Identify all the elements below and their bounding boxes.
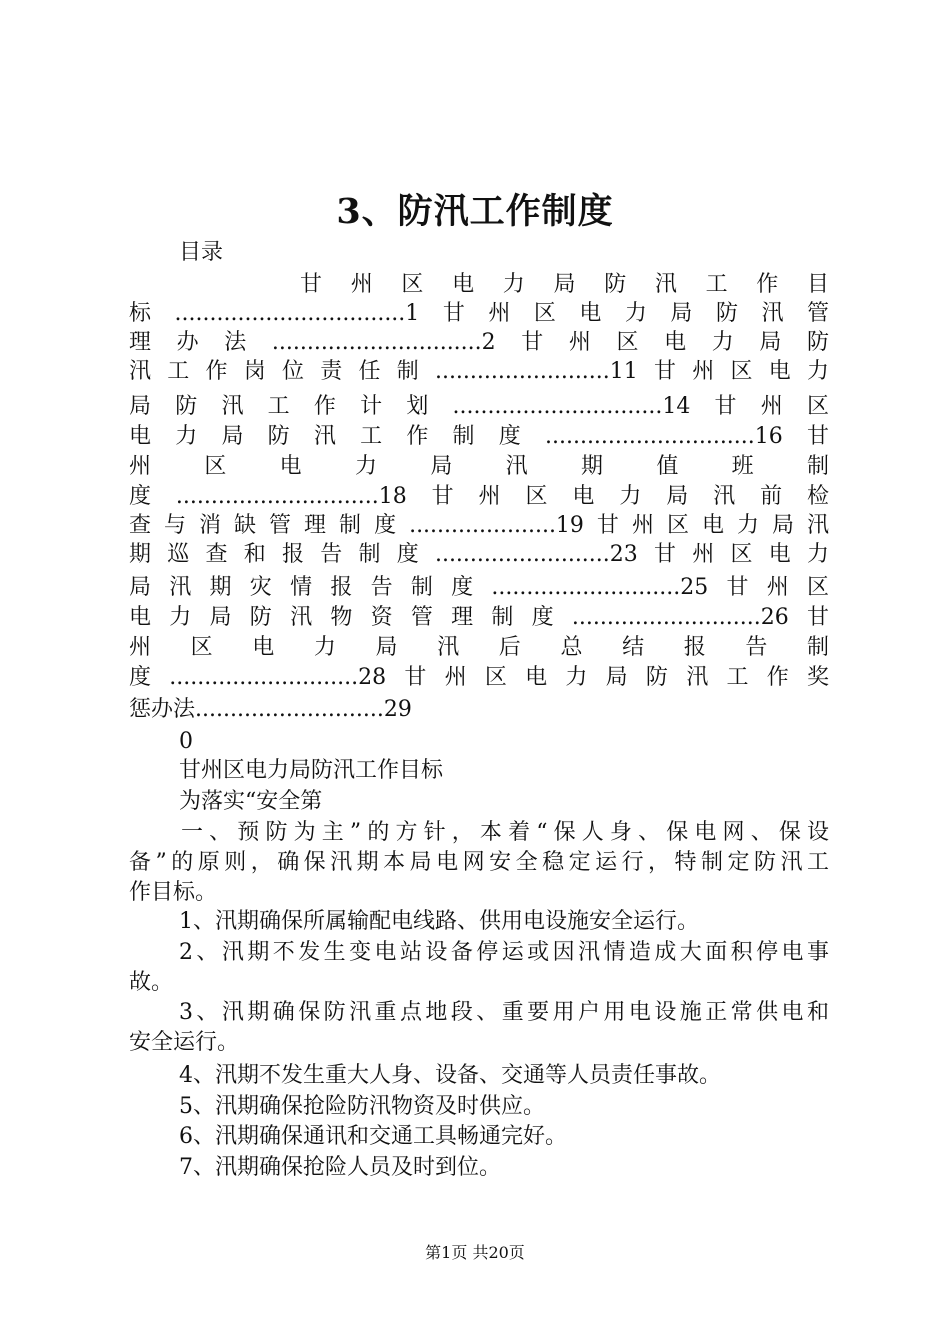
toc-line: 局汛期灾情报告制度...........................25甘州区 (129, 575, 829, 600)
goal-item: 1、汛期确保所属输配电线路、供用电设施安全运行。 (179, 909, 699, 934)
goal-item: 6、汛期确保通讯和交通工具畅通完好。 (179, 1124, 567, 1149)
goal-item: 故。 (129, 970, 174, 995)
toc-line: 汛工作岗位责任制.........................11甘州区电力 (129, 359, 829, 384)
intro-line: 备”的原则，确保汛期本局电网安全稳定运行，特制定防汛工 (129, 850, 829, 875)
toc-line: 期巡查和报告制度.........................23甘州区电力 (129, 542, 829, 567)
goal-item: 4、汛期不发生重大人身、设备、交通等人员责任事故。 (179, 1063, 721, 1088)
page-footer: 第1页 共20页 (425, 1243, 525, 1262)
intro-line: 为落实“安全第 (179, 789, 323, 814)
intro-line: 作目标。 (129, 880, 218, 905)
toc-line: 电力局防汛物资管理制度...........................26甘 (129, 605, 829, 630)
section-title: 甘州区电力局防汛工作目标 (179, 758, 444, 783)
page-marker: 0 (179, 729, 193, 754)
goal-item: 安全运行。 (129, 1030, 240, 1055)
toc-heading: 目录 (179, 240, 224, 265)
toc-line: 度.............................18甘州区电力局汛前检 (129, 484, 829, 509)
intro-line: 一、预防为主”的方针，本着“保人身、保电网、保设 (181, 820, 829, 845)
toc-line: 州 区 电 力 局 汛 期 值 班 制 (129, 454, 829, 479)
toc-line: 惩办法...........................29 (129, 697, 412, 722)
toc-line: 局防汛工作计划..............................14甘州区 (129, 394, 829, 419)
toc-line: 电力局防汛工作制度..............................16甘 (129, 424, 829, 449)
toc-line: 标.................................1甘州区电力局防汛管 (129, 301, 829, 326)
toc-line: 州 区 电 力 局 汛 后 总 结 报 告 制 (129, 635, 829, 660)
document-title: 3、防汛工作制度 (336, 191, 614, 232)
goal-item: 5、汛期确保抢险防汛物资及时供应。 (179, 1094, 545, 1119)
goal-item: 2、汛期不发生变电站设备停运或因汛情造成大面积停电事 (179, 940, 829, 965)
toc-line: 甘 州 区 电 力 局 防 汛 工 作 目 (300, 272, 829, 297)
toc-line: 度...........................28甘州区电力局防汛工作奖 (129, 665, 829, 690)
goal-item: 3、汛期确保防汛重点地段、重要用户用电设施正常供电和 (179, 1000, 829, 1025)
toc-line: 理办法..............................2甘州区电力局防 (129, 330, 829, 355)
goal-item: 7、汛期确保抢险人员及时到位。 (179, 1155, 501, 1180)
toc-line: 查与消缺管理制度.....................19甘州区电力局汛 (129, 513, 829, 538)
